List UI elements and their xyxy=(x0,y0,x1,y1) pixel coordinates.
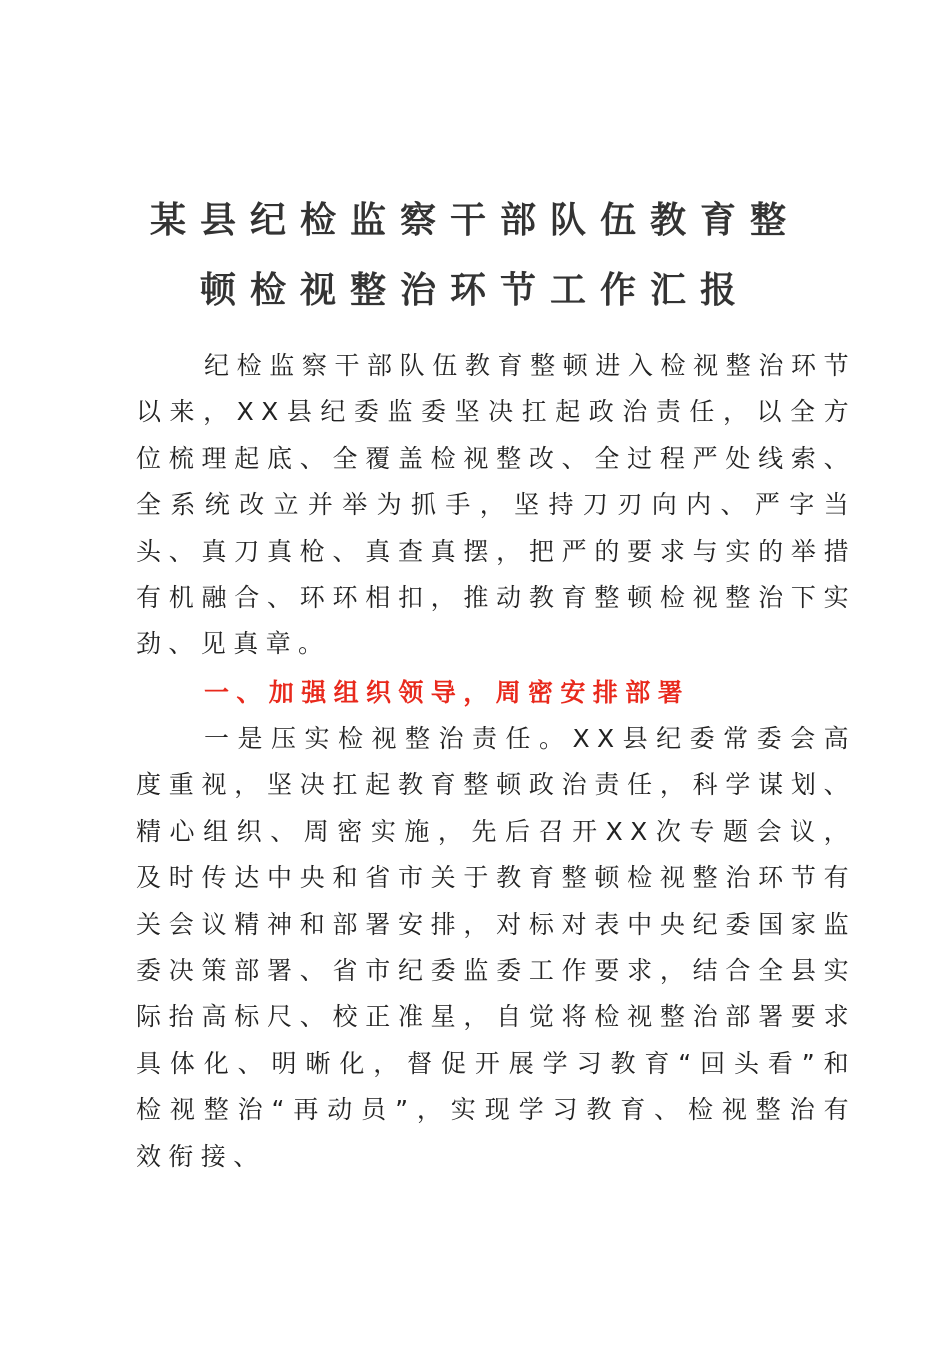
section-heading: 一、加强组织领导，周密安排部署 xyxy=(204,678,691,707)
intro-paragraph: 纪检监察干部队伍教育整顿进入检视整治环节以来，XX县纪委监委坚决扛起政治责任，以全方位梳理起底、全覆盖检视整改、全过程严处线索、全系统改立并举为抓手，坚持刀刃向内、严字当头、真刀真枪、真查真摆，把严的要求与实的举措有机融合、环环相扣，推动教育整顿检视整治下实劲、见真章。 xyxy=(136,351,856,659)
section-paragraph: 一是压实检视整治责任。XX县纪委常委会高度重视，坚决扛起教育整顿政治责任，科学谋划、精心组织、周密实施，先后召开XX次专题会议，及时传达中央和省市关于教育整顿检视整治环节有关会议精神和部署安排，对标对表中央纪委国家监委决策部署、省市纪委监委工作要求，结合全县实际抬高标尺、校正准星，自觉将检视整治部署要求具体化、明晰化，督促开展学习教育“回头看”和检视整治“再动员”，实现学习教育、检视整治有效衔接、 xyxy=(136,724,856,1171)
document-title-line-1: 某县纪检监察干部队伍教育整 xyxy=(149,200,800,241)
document-title-line-2: 顿检视整治环节工作汇报 xyxy=(199,270,750,311)
